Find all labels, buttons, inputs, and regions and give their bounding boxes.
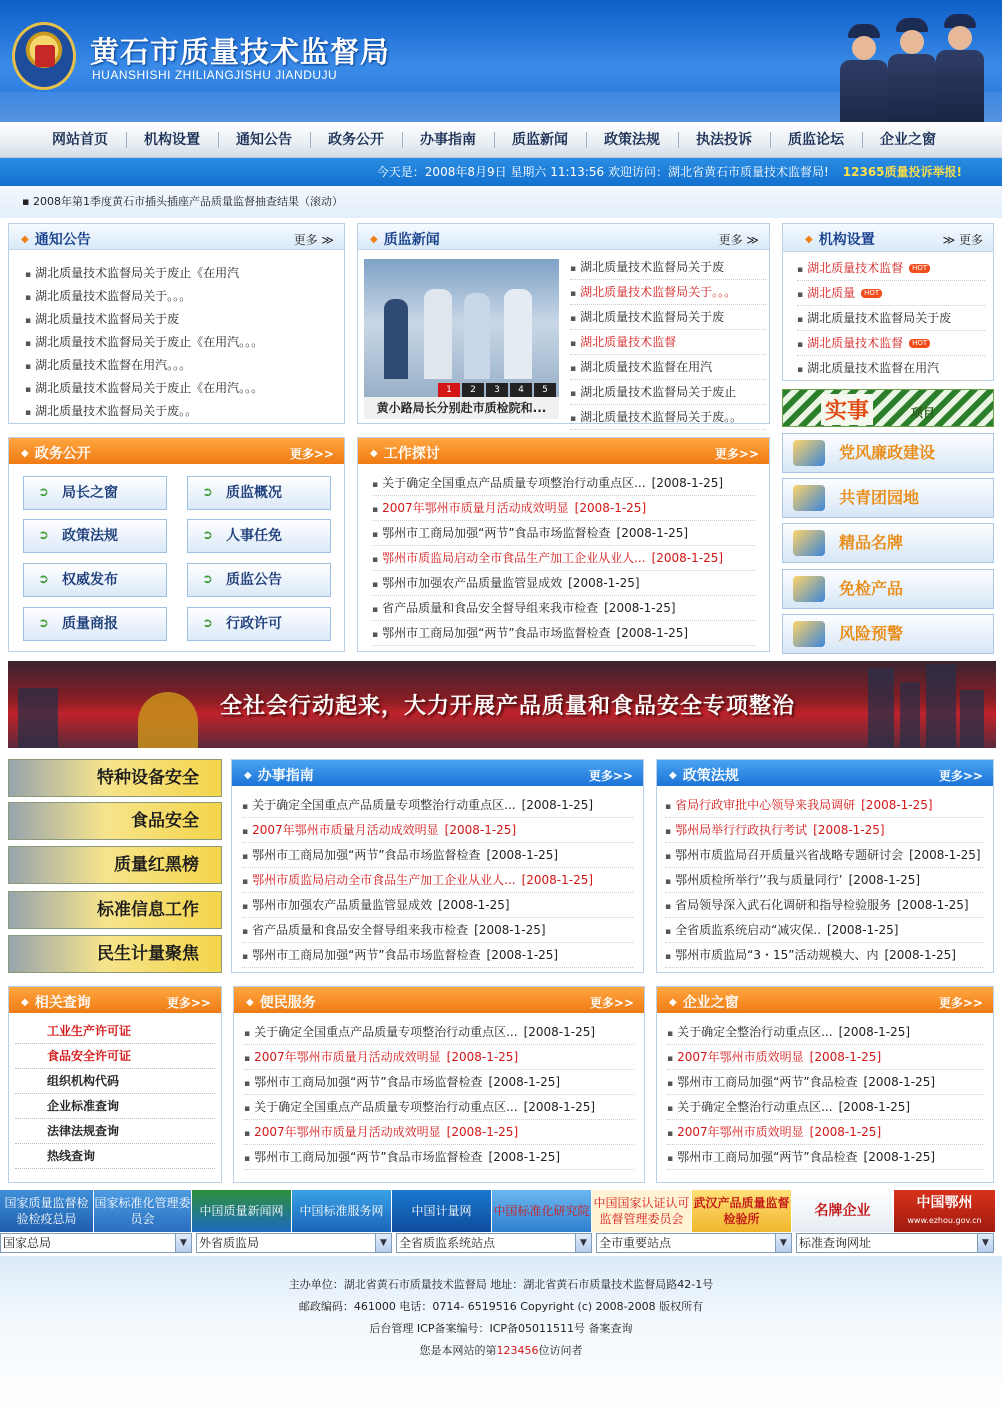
footer-icp[interactable]: 后台管理 ICP备案编号：ICP备05011511号 备案查询 bbox=[369, 1322, 633, 1335]
list-item-date: [2008-1-25] bbox=[863, 1075, 936, 1089]
shishi-sub: 项目 bbox=[911, 406, 936, 420]
promo-youth[interactable]: 共青团园地 bbox=[782, 478, 994, 518]
list-item[interactable]: ▪ 湖北质量技术监督局关于废 bbox=[25, 308, 344, 331]
footer-address: 主办单位：湖北省黄石市质量技术监督局 地址：湖北省黄石市质量技术监督局路42-1号 bbox=[288, 1278, 714, 1291]
nav-guide[interactable]: 办事指南 bbox=[402, 122, 494, 158]
hot-badge: HOT bbox=[909, 264, 930, 273]
query-more-link[interactable]: 更多>> bbox=[166, 996, 211, 1010]
list-item-date: [2008-1-25] bbox=[826, 923, 899, 937]
list-item-title: 鄂州局举行行政执行考试 bbox=[675, 823, 808, 837]
list-item[interactable] bbox=[242, 918, 633, 943]
query-item[interactable]: 组织机构代码 bbox=[15, 1069, 215, 1094]
work-panel bbox=[357, 437, 770, 652]
gov-btn-report[interactable]: ➲ 质量商报 bbox=[23, 607, 167, 641]
list-item[interactable]: ▪ 湖北质量技术监督在用汽 bbox=[570, 355, 766, 380]
list-item[interactable] bbox=[372, 496, 755, 521]
promo-brand[interactable]: 精品名牌 bbox=[782, 523, 994, 563]
list-item-date: [2008-1-25] bbox=[446, 1050, 519, 1064]
list-item-date: [2008-1-25] bbox=[523, 1100, 596, 1114]
enterprise-panel bbox=[656, 986, 994, 1183]
list-item[interactable] bbox=[665, 818, 983, 843]
list-item-title: 鄂州市工商局加强“两节”食品检查 bbox=[677, 1075, 858, 1089]
policy-title: ◆ 政策法规 bbox=[669, 765, 739, 785]
campaign-banner[interactable] bbox=[8, 661, 996, 748]
select-city-sites[interactable]: 全市重要站点 ▼ bbox=[596, 1233, 792, 1253]
list-item[interactable] bbox=[665, 843, 983, 868]
list-item-title: 省局领导深入武石化调研和指导检验服务 bbox=[675, 898, 892, 912]
link-cqn[interactable]: 中国质量新闻网 bbox=[192, 1190, 292, 1232]
slide-page[interactable]: 5 bbox=[534, 383, 556, 397]
shishi-text: 实事 bbox=[821, 394, 873, 425]
link-ezhou[interactable]: 中国鄂州 www.ezhou.gov.cn bbox=[894, 1190, 996, 1232]
banner-text: 全社会行动起来，大力开展产品质量和食品安全专项整治 bbox=[220, 694, 796, 719]
list-item-title: 关于确定全国重点产品质量专项整治行动重点区... bbox=[382, 476, 646, 490]
list-item[interactable] bbox=[372, 571, 755, 596]
promo-party[interactable]: 党风廉政建设 bbox=[782, 433, 994, 473]
list-item-date: [2008-1-25] bbox=[574, 501, 647, 515]
list-item-title: 鄂州市质监局启动全市食品生产加工企业从业人... bbox=[382, 551, 646, 565]
list-item-date: [2008-1-25] bbox=[838, 1025, 911, 1039]
list-item-title: 全省质监系统启动“减灾保.. bbox=[675, 923, 821, 937]
nav-notice[interactable]: 通知公告 bbox=[218, 122, 310, 158]
list-item[interactable]: ▪ 湖北质量技术监督在用汽。。。 bbox=[25, 354, 344, 377]
list-item[interactable] bbox=[244, 1020, 634, 1045]
officer-image bbox=[934, 14, 984, 122]
nav-enterprise[interactable]: 企业之窗 bbox=[862, 122, 954, 158]
officer-image bbox=[838, 24, 888, 122]
link-sac[interactable]: 国家标准化管理委员会 bbox=[94, 1190, 192, 1232]
gov-btn-director[interactable]: ➲ 局长之窗 bbox=[23, 476, 167, 510]
list-item[interactable] bbox=[797, 356, 985, 381]
list-item-date: [2008-1-25] bbox=[909, 848, 981, 862]
gov-btn-policy[interactable]: ➲ 政策法规 bbox=[23, 519, 167, 553]
list-item-date: [2008-1-25] bbox=[651, 476, 724, 490]
list-item[interactable] bbox=[372, 596, 755, 621]
list-item-title: 2007年鄂州市质效明显 bbox=[677, 1125, 804, 1139]
list-item-title: 关于确定全国重点产品质量专项整治行动重点区... bbox=[254, 1100, 518, 1114]
query-item[interactable]: 企业标准查询 bbox=[15, 1094, 215, 1119]
main-nav bbox=[0, 122, 1002, 158]
list-item[interactable] bbox=[667, 1070, 983, 1095]
select-other-province[interactable]: 外省质监局 ▼ bbox=[196, 1233, 392, 1253]
list-item-title: 鄂州市工商局加强“两节”食品市场监督检查 bbox=[254, 1075, 483, 1089]
select-national[interactable]: 国家总局 ▼ bbox=[0, 1233, 192, 1253]
ticker-text[interactable]: 2008年第1季度黄石市插头插座产品质量监督抽查结果（滚动） bbox=[32, 195, 343, 208]
list-item[interactable] bbox=[665, 793, 983, 818]
scroll-ticker: ▪ 2008年第1季度黄石市插头插座产品质量监督抽查结果（滚动） bbox=[0, 186, 1002, 218]
nav-org[interactable]: 机构设置 bbox=[126, 122, 218, 158]
gov-more-link[interactable]: 更多>> bbox=[289, 447, 334, 461]
news-photo[interactable] bbox=[364, 259, 559, 419]
list-item-title: 2007年鄂州市质量月活动成效明显 bbox=[252, 823, 439, 837]
list-item-date: [2008-1-25] bbox=[486, 848, 559, 862]
list-item[interactable] bbox=[667, 1120, 983, 1145]
list-item-date: [2008-1-25] bbox=[568, 576, 640, 590]
query-title: ◆ 相关查询 bbox=[21, 992, 91, 1012]
list-item[interactable] bbox=[244, 1070, 634, 1095]
list-item[interactable] bbox=[667, 1095, 983, 1120]
list-item[interactable] bbox=[372, 471, 755, 496]
link-metrology[interactable]: 中国计量网 bbox=[392, 1190, 492, 1232]
date-text: 今天是：2008年8月9日 星期六 11:13:56 欢迎访问：湖北省黄石市质量技术监督局! bbox=[376, 165, 829, 179]
guide-title: ◆ 办事指南 bbox=[244, 765, 314, 785]
list-item[interactable] bbox=[665, 918, 983, 943]
nav-forum[interactable]: 质监论坛 bbox=[770, 122, 862, 158]
list-item[interactable] bbox=[244, 1145, 634, 1170]
gov-btn-permit[interactable]: ➲ 行政许可 bbox=[187, 607, 331, 641]
list-item-title: 鄂州市质监局召开质量兴省战略专题研讨会 bbox=[675, 848, 904, 862]
list-item-title: 2007年鄂州市质效明显 bbox=[677, 1050, 804, 1064]
nav-policy[interactable]: 政策法规 bbox=[586, 122, 678, 158]
list-item-date: [2008-1-25] bbox=[604, 601, 676, 615]
nav-home[interactable]: 网站首页 bbox=[52, 132, 108, 148]
list-item[interactable] bbox=[242, 943, 633, 968]
list-item-date: [2008-1-25] bbox=[651, 551, 724, 565]
list-item-title: 鄂州市质监局“3・15”活动规模大、内 bbox=[675, 948, 879, 962]
list-item[interactable] bbox=[244, 1120, 634, 1145]
list-item-date: [2008-1-25] bbox=[474, 923, 546, 937]
list-item-date: [2008-1-25] bbox=[446, 1125, 519, 1139]
list-item-date: [2008-1-25] bbox=[523, 1025, 596, 1039]
list-item[interactable] bbox=[242, 893, 633, 918]
link-cnca[interactable]: 中国国家认证认可监督管理委员会 bbox=[592, 1190, 692, 1232]
list-item-title: 省产品质量和食品安全督导组来我市检查 bbox=[252, 923, 469, 937]
list-item-date: [2008-1-25] bbox=[444, 823, 517, 837]
list-item-date: [2008-1-25] bbox=[838, 1100, 911, 1114]
hotline-link[interactable]: 12365质量投诉举报! bbox=[842, 165, 962, 179]
notice-panel bbox=[8, 223, 345, 424]
list-item-title: 2007年鄂州市质量月活动成效明显 bbox=[382, 501, 569, 515]
notice-title: ◆ 通知公告 bbox=[21, 229, 91, 249]
query-panel bbox=[8, 986, 222, 1183]
list-item[interactable] bbox=[242, 868, 633, 893]
news-panel bbox=[357, 223, 770, 424]
nav-gov[interactable]: 政务公开 bbox=[310, 122, 402, 158]
emblem-logo bbox=[12, 22, 76, 90]
list-item[interactable] bbox=[242, 843, 633, 868]
org-panel bbox=[782, 223, 994, 381]
list-item-date: [2008-1-25] bbox=[813, 823, 885, 837]
list-item-date: [2008-1-25] bbox=[488, 1150, 561, 1164]
news-title: ◆ 质监新闻 bbox=[370, 229, 440, 249]
list-item[interactable] bbox=[242, 818, 633, 843]
select-standards[interactable]: 标准查询网址 ▼ bbox=[796, 1233, 994, 1253]
list-item-date: [2008-1-25] bbox=[438, 898, 510, 912]
list-item[interactable] bbox=[665, 893, 983, 918]
list-item-title: 鄂州市工商局加强“两节”食品市场监督检查 bbox=[252, 848, 481, 862]
list-item-title: 湖北质量技术监督 bbox=[807, 336, 904, 350]
list-item-date: [2008-1-25] bbox=[884, 948, 956, 962]
promo-quality-list[interactable]: 质量红黑榜 bbox=[8, 846, 222, 884]
list-item-date: [2008-1-25] bbox=[809, 1125, 882, 1139]
select-province-sites[interactable]: 全省质监系统站点 ▼ bbox=[396, 1233, 592, 1253]
list-item-title: 关于确定全整治行动重点区... bbox=[677, 1100, 833, 1114]
gov-title: ◆ 政务公开 bbox=[21, 443, 91, 463]
list-item-title: 关于确定全整治行动重点区... bbox=[677, 1025, 833, 1039]
list-item[interactable] bbox=[667, 1145, 983, 1170]
list-item[interactable] bbox=[372, 521, 755, 546]
list-item[interactable] bbox=[244, 1095, 634, 1120]
list-item-title: 湖北质量技术监督在用汽 bbox=[807, 361, 940, 375]
list-item-title: 关于确定全国重点产品质量专项整治行动重点区... bbox=[252, 798, 516, 812]
list-item-title: 2007年鄂州市质量月活动成效明显 bbox=[254, 1125, 441, 1139]
guide-panel bbox=[231, 759, 644, 973]
date-bar bbox=[0, 158, 1002, 186]
list-item-title: 湖北质量 bbox=[807, 286, 856, 300]
list-item[interactable]: ▪ 湖北质量技术监督局关于废 bbox=[570, 305, 766, 330]
chevron-down-icon: ▼ bbox=[977, 1234, 993, 1252]
work-title: ◆ 工作探讨 bbox=[370, 443, 440, 463]
list-item-title: 鄂州市工商局加强“两节”食品市场监督检查 bbox=[382, 526, 611, 540]
list-item-title: 鄂州市工商局加强“两节”食品市场监督检查 bbox=[252, 948, 481, 962]
link-famous-brand[interactable]: 名牌企业 bbox=[792, 1190, 894, 1232]
work-more-link[interactable]: 更多>> bbox=[714, 447, 759, 461]
list-item[interactable] bbox=[797, 306, 985, 331]
link-cnis[interactable]: 中国标准化研究院 bbox=[492, 1190, 592, 1232]
promo-food-safety[interactable]: 食品安全 bbox=[8, 802, 222, 840]
list-item-title: 省局行政审批中心领导来我局调研 bbox=[675, 798, 856, 812]
policy-more-link[interactable]: 更多>> bbox=[938, 769, 983, 783]
list-item-title: 关于确定全国重点产品质量专项整治行动重点区... bbox=[254, 1025, 518, 1039]
officer-image bbox=[886, 18, 936, 122]
service-title: ◆ 便民服务 bbox=[246, 992, 316, 1012]
nav-complaint[interactable]: 执法投诉 bbox=[678, 122, 770, 158]
list-item[interactable]: ▪ 湖北质量技术监督局关于废止《在用汽。。。 bbox=[25, 331, 344, 354]
gov-btn-notice[interactable]: ➲ 质监公告 bbox=[187, 563, 331, 597]
list-item[interactable]: ▪ 湖北质量技术监督局关于废止 bbox=[570, 380, 766, 405]
list-item-date: [2008-1-25] bbox=[616, 526, 689, 540]
list-item[interactable]: ▪ 湖北质量技术监督局关于。。。 bbox=[25, 285, 344, 308]
list-item[interactable] bbox=[244, 1045, 634, 1070]
gov-panel bbox=[8, 437, 345, 652]
list-item-date: [2008-1-25] bbox=[809, 1050, 882, 1064]
query-item[interactable]: 热线查询 bbox=[15, 1144, 215, 1169]
nav-news[interactable]: 质监新闻 bbox=[494, 122, 586, 158]
news-caption[interactable]: 黄小路局长分别赴市质检院和... bbox=[364, 397, 559, 419]
list-item[interactable] bbox=[372, 621, 755, 646]
list-item-date: [2008-1-25] bbox=[521, 873, 594, 887]
gov-btn-release[interactable]: ➲ 权威发布 bbox=[23, 563, 167, 597]
list-item-date: [2008-1-25] bbox=[616, 626, 689, 640]
list-item-title: 湖北质量技术监督局关于废 bbox=[807, 311, 952, 325]
footer bbox=[0, 1256, 1002, 1413]
list-item[interactable] bbox=[667, 1045, 983, 1070]
list-item-title: 鄂州市加强农产品质量监管显成效 bbox=[382, 576, 563, 590]
list-item[interactable]: ▪ 湖北质量技术监督局关于废。。 bbox=[570, 405, 766, 430]
promo-metrology[interactable]: 民生计量聚焦 bbox=[8, 935, 222, 973]
hot-badge: HOT bbox=[861, 289, 882, 298]
list-item[interactable]: ▪ 湖北质量技术监督局关于废。。 bbox=[25, 400, 344, 423]
promo-exempt[interactable]: 免检产品 bbox=[782, 569, 994, 609]
list-item-date: [2008-1-25] bbox=[897, 898, 969, 912]
promo-standard-info[interactable]: 标准信息工作 bbox=[8, 891, 222, 929]
query-item[interactable]: 食品安全许可证 bbox=[15, 1044, 215, 1069]
promo-special-equipment[interactable]: 特种设备安全 bbox=[8, 759, 222, 797]
chevron-down-icon: ▼ bbox=[375, 1234, 391, 1252]
list-item[interactable]: ▪ 湖北质量技术监督局关于。。。 bbox=[570, 280, 766, 305]
visitor-counter: 您是本网站的第123456位访问者 bbox=[419, 1344, 583, 1357]
link-wuhan-inspection[interactable]: 武汉产品质量监督检验所 bbox=[692, 1190, 792, 1232]
footer-contact: 邮政编码：461000 电话：0714- 6519516 Copyright (c) 2008-2008 版权所有 bbox=[298, 1300, 704, 1313]
org-title: ◆ 机构设置 bbox=[795, 229, 875, 249]
org-more-link[interactable]: ≫ 更多 bbox=[942, 233, 983, 247]
list-item[interactable] bbox=[797, 256, 985, 281]
chevron-down-icon: ▼ bbox=[775, 1234, 791, 1252]
promo-risk[interactable]: 风险预警 bbox=[782, 614, 994, 654]
list-item-date: [2008-1-25] bbox=[863, 1150, 936, 1164]
notice-more-link[interactable]: 更多 ≫ bbox=[293, 233, 334, 247]
enterprise-title: ◆ 企业之窗 bbox=[669, 992, 739, 1012]
slide-page[interactable]: 1 bbox=[438, 383, 460, 397]
list-item-title: 鄂州市工商局加强“两节”食品市场监督检查 bbox=[382, 626, 611, 640]
list-item-title: 湖北质量技术监督 bbox=[807, 261, 904, 275]
list-item-date: [2008-1-25] bbox=[486, 948, 559, 962]
list-item[interactable]: ▪ 湖北质量技术监督 bbox=[570, 330, 766, 355]
list-item[interactable]: ▪ 湖北质量技术监督局关于废 bbox=[570, 255, 766, 280]
gov-btn-overview[interactable]: ➲ 质监概况 bbox=[187, 476, 331, 510]
site-title: 黄石市质量技术监督局 bbox=[90, 35, 391, 69]
slide-page[interactable]: 3 bbox=[486, 383, 508, 397]
gov-btn-personnel[interactable]: ➲ 人事任免 bbox=[187, 519, 331, 553]
list-item[interactable]: ▪ 湖北质量技术监督局关于废止《在用汽。。。 bbox=[25, 377, 344, 400]
policy-panel bbox=[656, 759, 994, 973]
link-cssn[interactable]: 中国标准服务网 bbox=[292, 1190, 392, 1232]
list-item[interactable] bbox=[797, 331, 985, 356]
query-item[interactable]: 法律法规查询 bbox=[15, 1119, 215, 1144]
list-item[interactable] bbox=[665, 868, 983, 893]
list-item-date: [2008-1-25] bbox=[861, 798, 933, 812]
service-panel bbox=[233, 986, 645, 1183]
shishi-banner[interactable] bbox=[782, 389, 994, 427]
list-item-title: 2007年鄂州市质量月活动成效明显 bbox=[254, 1050, 441, 1064]
guide-more-link[interactable]: 更多>> bbox=[588, 769, 633, 783]
list-item[interactable]: ▪ 湖北质量技术监督局关于废止《在用汽 bbox=[25, 262, 344, 285]
chevron-down-icon: ▼ bbox=[575, 1234, 591, 1252]
list-item-title: 鄂州市工商局加强“两节”食品检查 bbox=[677, 1150, 858, 1164]
site-pinyin: HUANSHISHI ZHILIANGJISHU JIANDUJU bbox=[92, 68, 338, 82]
list-item-title: 鄂州市工商局加强“两节”食品市场监督检查 bbox=[254, 1150, 483, 1164]
list-item[interactable] bbox=[242, 793, 633, 818]
list-item-title: 鄂州质检所举行’‘我与质量同行’ bbox=[675, 873, 843, 887]
enterprise-more-link[interactable]: 更多>> bbox=[938, 996, 983, 1010]
site-header bbox=[0, 0, 1002, 122]
chevron-down-icon: ▼ bbox=[175, 1234, 191, 1252]
list-item-title: 鄂州市加强农产品质量监管显成效 bbox=[252, 898, 433, 912]
hot-badge: HOT bbox=[909, 339, 930, 348]
list-item-title: 省产品质量和食品安全督导组来我市检查 bbox=[382, 601, 599, 615]
list-item[interactable] bbox=[665, 943, 983, 968]
list-item[interactable] bbox=[667, 1020, 983, 1045]
list-item-date: [2008-1-25] bbox=[521, 798, 594, 812]
list-item-date: [2008-1-25] bbox=[848, 873, 921, 887]
list-item-title: 鄂州市质监局启动全市食品生产加工企业从业人... bbox=[252, 873, 516, 887]
slide-page[interactable]: 2 bbox=[462, 383, 484, 397]
slide-page[interactable]: 4 bbox=[510, 383, 532, 397]
query-item[interactable]: 工业生产许可证 bbox=[15, 1019, 215, 1044]
service-more-link[interactable]: 更多>> bbox=[589, 996, 634, 1010]
list-item[interactable] bbox=[797, 281, 985, 306]
news-more-link[interactable]: 更多 ≫ bbox=[718, 233, 759, 247]
list-item[interactable] bbox=[372, 546, 755, 571]
list-item-date: [2008-1-25] bbox=[488, 1075, 561, 1089]
link-aqsiq[interactable]: 国家质量监督检验检疫总局 bbox=[0, 1190, 94, 1232]
